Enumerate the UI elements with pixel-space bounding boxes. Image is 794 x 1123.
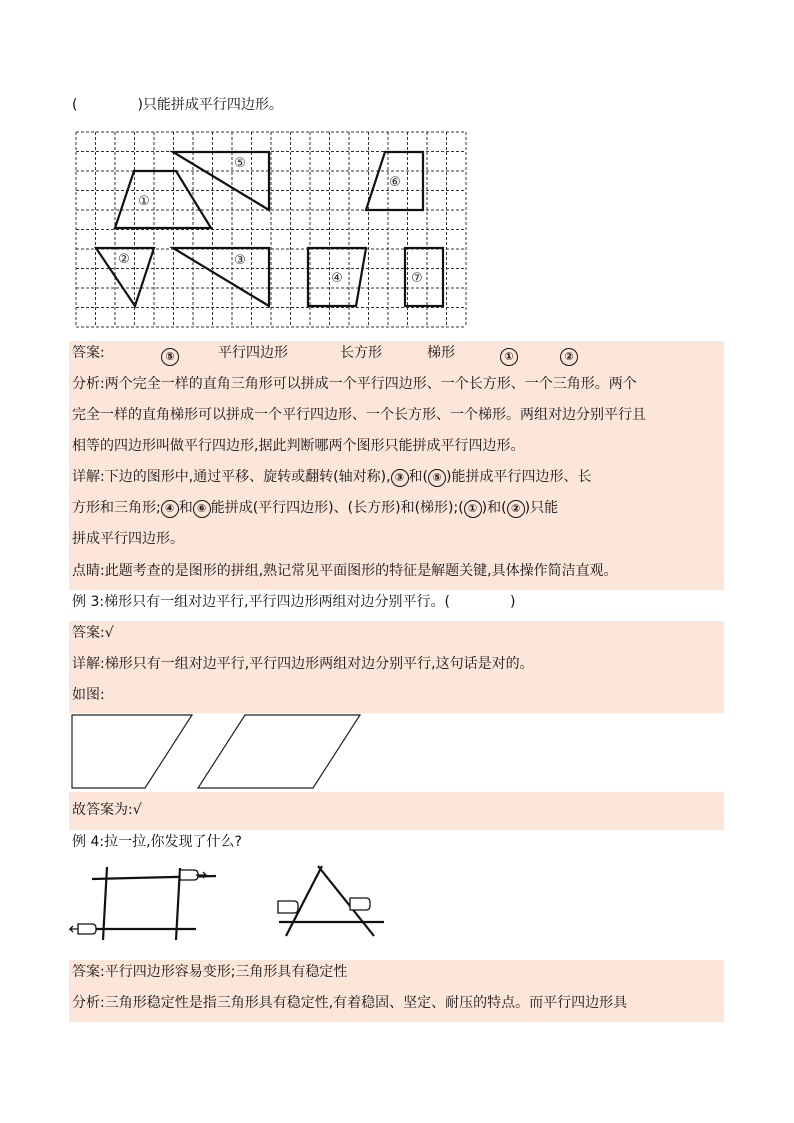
- detail-circle-6: ⑥: [193, 500, 211, 518]
- example-4-question: 例 4:拉一拉,你发现了什么?: [72, 834, 242, 850]
- comment-1: 点睛:此题考查的是图形的拼组,熟记常见平面图形的特征是解题关键,具体操作简洁直观。: [72, 563, 618, 579]
- label-shape-7: ⑦: [411, 271, 423, 286]
- hand-icon-triangle-right: [350, 898, 370, 910]
- parallelogram-figure: [71, 714, 362, 791]
- detail-2-text-d: )和(: [481, 500, 507, 516]
- detail-2-text-c: 能拼成(平行四边形)、(长方形)和(梯形);(: [210, 500, 464, 516]
- answer-1-c: 长方形: [340, 345, 382, 361]
- answer-1-a: [161, 345, 179, 366]
- detail-1-text-b: 和(: [408, 469, 429, 485]
- detail-1-text-c: )能拼成平行四边形、长: [446, 469, 592, 485]
- hand-icon-triangle-left: [278, 901, 298, 913]
- shape-1-trapezoid: [115, 171, 211, 228]
- shape-5-triangle: [173, 152, 269, 210]
- detail-2-text-a: 方形和三角形;: [72, 500, 161, 516]
- label-shape-3: ③: [234, 253, 246, 268]
- final-band-3: [69, 792, 724, 830]
- analysis-1-line-1: 分析:两个完全一样的直角三角形可以拼成一个平行四边形、一个长方形、一个三角形。两个: [72, 376, 637, 392]
- answer-4: 答案:平行四边形容易变形;三角形具有稳定性: [72, 964, 348, 980]
- example-3-paren-close: ): [510, 594, 516, 610]
- analysis-1-line-2: 完全一样的直角梯形可以拼成一个平行四边形、一个长方形、一个梯形。两组对边分别平行且: [72, 407, 646, 423]
- detail-circle-1: ①: [464, 500, 482, 518]
- detail-1-line-1: [72, 467, 591, 487]
- answer-circle-1: ①: [500, 348, 518, 366]
- question-line: [72, 95, 283, 115]
- detail-circle-4: ④: [161, 500, 179, 518]
- label-shape-6: ⑥: [389, 175, 401, 190]
- dashed-grid: [76, 132, 466, 327]
- detail-3: 详解:梯形只有一组对边平行,平行四边形两组对边分别平行,这句话是对的。: [72, 656, 534, 672]
- arrow-left-icon: [70, 926, 78, 932]
- answer-1-d: 梯形: [427, 345, 455, 361]
- grid-figure: [72, 128, 468, 330]
- question-paren-open: (: [72, 97, 78, 113]
- shape-3-triangle: [173, 248, 269, 306]
- label-shape-1: ①: [138, 194, 150, 209]
- answer-1-e: [500, 345, 518, 366]
- detail-1-text-a: 详解:下边的图形中,通过平移、旋转或翻转(轴对称),: [72, 469, 391, 485]
- hand-icon: [180, 870, 198, 880]
- answer-circle-5: ⑤: [161, 348, 179, 366]
- detail-circle-2: ②: [507, 500, 525, 518]
- detail-circle-5: ⑤: [428, 469, 446, 487]
- detail-1-line-3: 拼成平行四边形。: [72, 531, 184, 547]
- question-text: )只能拼成平行四边形。: [137, 97, 283, 113]
- answer-3: 答案:√: [72, 625, 114, 641]
- final-answer-3: 故答案为:√: [72, 802, 142, 818]
- answer-1-row: [72, 343, 105, 363]
- label-shape-4: ④: [331, 271, 343, 286]
- label-shape-2: ②: [118, 252, 130, 267]
- detail-2-text-e: )只能: [524, 500, 559, 516]
- analysis-4: 分析:三角形稳定性是指三角形具有稳定性,有着稳固、坚定、耐压的特点。而平行四边形具: [72, 995, 628, 1011]
- label-shape-5: ⑤: [234, 156, 246, 171]
- detail-1-line-2: [72, 498, 558, 518]
- hand-icon-left: [78, 924, 96, 934]
- answer-circle-2: ②: [560, 348, 578, 366]
- as-figure-label: 如图:: [72, 687, 105, 703]
- pull-figure: [68, 862, 398, 950]
- answer-1-f: [560, 345, 578, 366]
- detail-2-text-b: 和: [178, 500, 193, 516]
- answer-1-b: 平行四边形: [218, 345, 288, 361]
- detail-circle-3: ③: [391, 469, 409, 487]
- answer-1-label: 答案:: [72, 345, 105, 361]
- analysis-1-line-3: 相等的四边形叫做平行四边形,据此判断哪两个图形只能拼成平行四边形。: [72, 438, 525, 454]
- example-3-question: [72, 592, 515, 612]
- example-3-text: 例 3:梯形只有一组对边平行,平行四边形两组对边分别平行。(: [72, 594, 450, 610]
